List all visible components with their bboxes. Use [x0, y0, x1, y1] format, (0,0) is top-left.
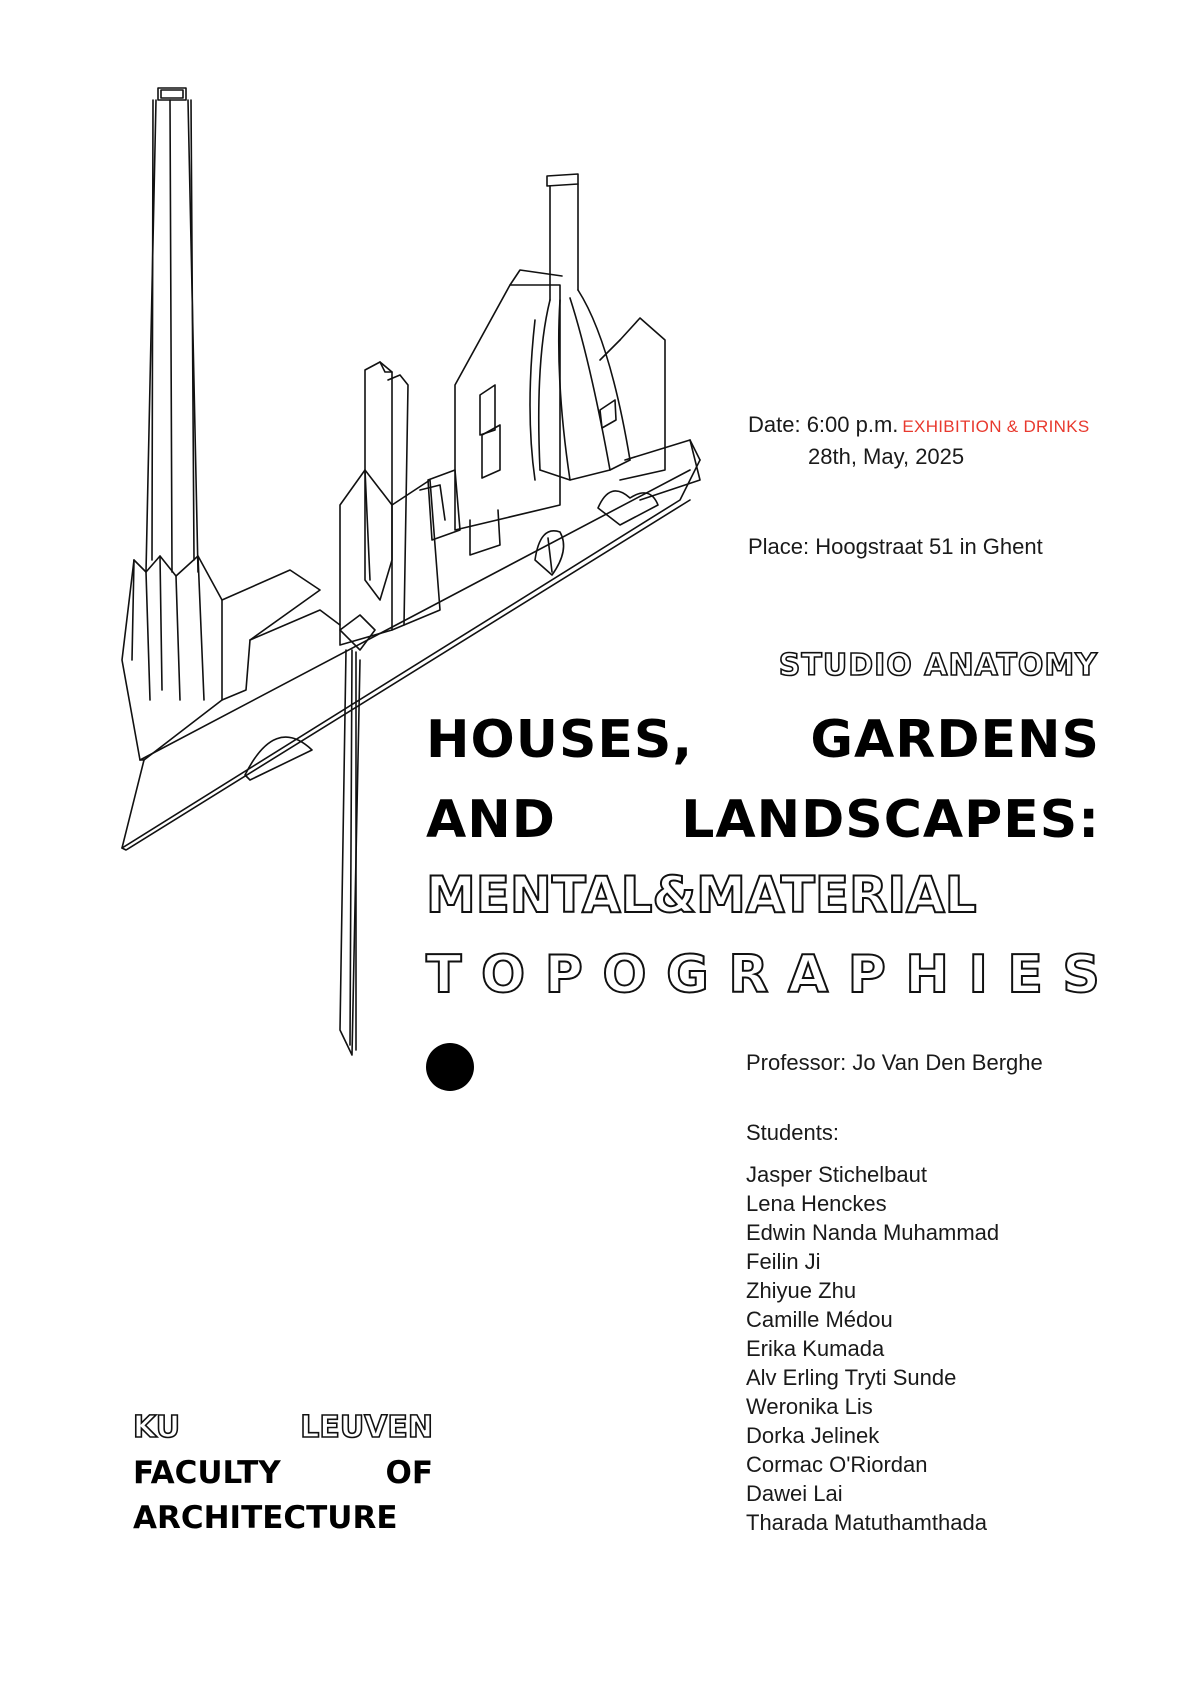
- date-value: 28th, May, 2025: [808, 444, 965, 469]
- black-dot: [426, 1043, 474, 1091]
- subtitle-mental-material: [426, 866, 1100, 924]
- topographies-letter: H: [905, 945, 949, 1005]
- headline-line-2: [426, 790, 1100, 850]
- date-line: [748, 410, 1168, 442]
- topographies-letter: A: [787, 945, 829, 1005]
- student-name: Edwin Nanda Muhammad: [746, 1220, 1000, 1245]
- date-label: Date: 6:00 p.m.: [748, 412, 899, 437]
- headline-word-landscapes: LANDSCAPES:: [681, 790, 1100, 850]
- student-name: Feilin Ji: [746, 1249, 821, 1274]
- student-name: Dorka Jelinek: [746, 1423, 880, 1448]
- university-leuven: LEUVEN: [300, 1410, 433, 1445]
- student-name: Camille Médou: [746, 1307, 893, 1332]
- studio-name: STUDIO ANATOMY: [778, 648, 1098, 683]
- topographies-letter: I: [968, 945, 988, 1005]
- exhibition-badge: EXHIBITION & DRINKS: [902, 417, 1090, 436]
- faculty-line-1: [133, 1455, 433, 1491]
- topographies-letter: O: [602, 945, 647, 1005]
- student-name: Erika Kumada: [746, 1336, 885, 1361]
- event-date-block: [748, 410, 1168, 472]
- faculty-of: OF: [385, 1455, 433, 1491]
- topographies-letter: S: [1062, 945, 1100, 1005]
- subtitle-line-3: MENTAL&MATERIAL: [426, 866, 977, 924]
- students-heading: Students:: [746, 1120, 839, 1145]
- student-name: Lena Henckes: [746, 1191, 887, 1216]
- student-name: Zhiyue Zhu: [746, 1278, 857, 1303]
- place-line: Place: Hoogstraat 51 in Ghent: [748, 534, 1043, 559]
- student-name: Alv Erling Tryti Sunde: [746, 1365, 957, 1390]
- subtitle-topographies: [426, 945, 1100, 1005]
- students-list: [746, 1160, 999, 1537]
- headline-line-1: [426, 710, 1100, 770]
- topographies-letter: P: [847, 945, 886, 1005]
- headline-word-gardens: GARDENS: [810, 710, 1100, 770]
- university-name: [133, 1410, 433, 1445]
- faculty-word: FACULTY: [133, 1455, 281, 1491]
- professor-line: Professor: Jo Van Den Berghe: [746, 1050, 1043, 1075]
- faculty-architecture: ARCHITECTURE: [133, 1500, 398, 1536]
- headline-word-and: AND: [426, 790, 556, 850]
- student-name: Dawei Lai: [746, 1481, 843, 1506]
- student-name: Tharada Matuthamthada: [746, 1510, 987, 1535]
- topographies-letter: G: [666, 945, 709, 1005]
- topographies-letter: T: [426, 945, 462, 1005]
- headline-word-houses: HOUSES,: [426, 710, 694, 770]
- university-ku: KU: [133, 1410, 181, 1445]
- topographies-letter: E: [1007, 945, 1043, 1005]
- topographies-letter: O: [481, 945, 526, 1005]
- student-name: Weronika Lis: [746, 1394, 873, 1419]
- topographies-letter: P: [544, 945, 583, 1005]
- student-name: Cormac O'Riordan: [746, 1452, 928, 1477]
- student-name: Jasper Stichelbaut: [746, 1162, 927, 1187]
- topographies-letter: R: [728, 945, 769, 1005]
